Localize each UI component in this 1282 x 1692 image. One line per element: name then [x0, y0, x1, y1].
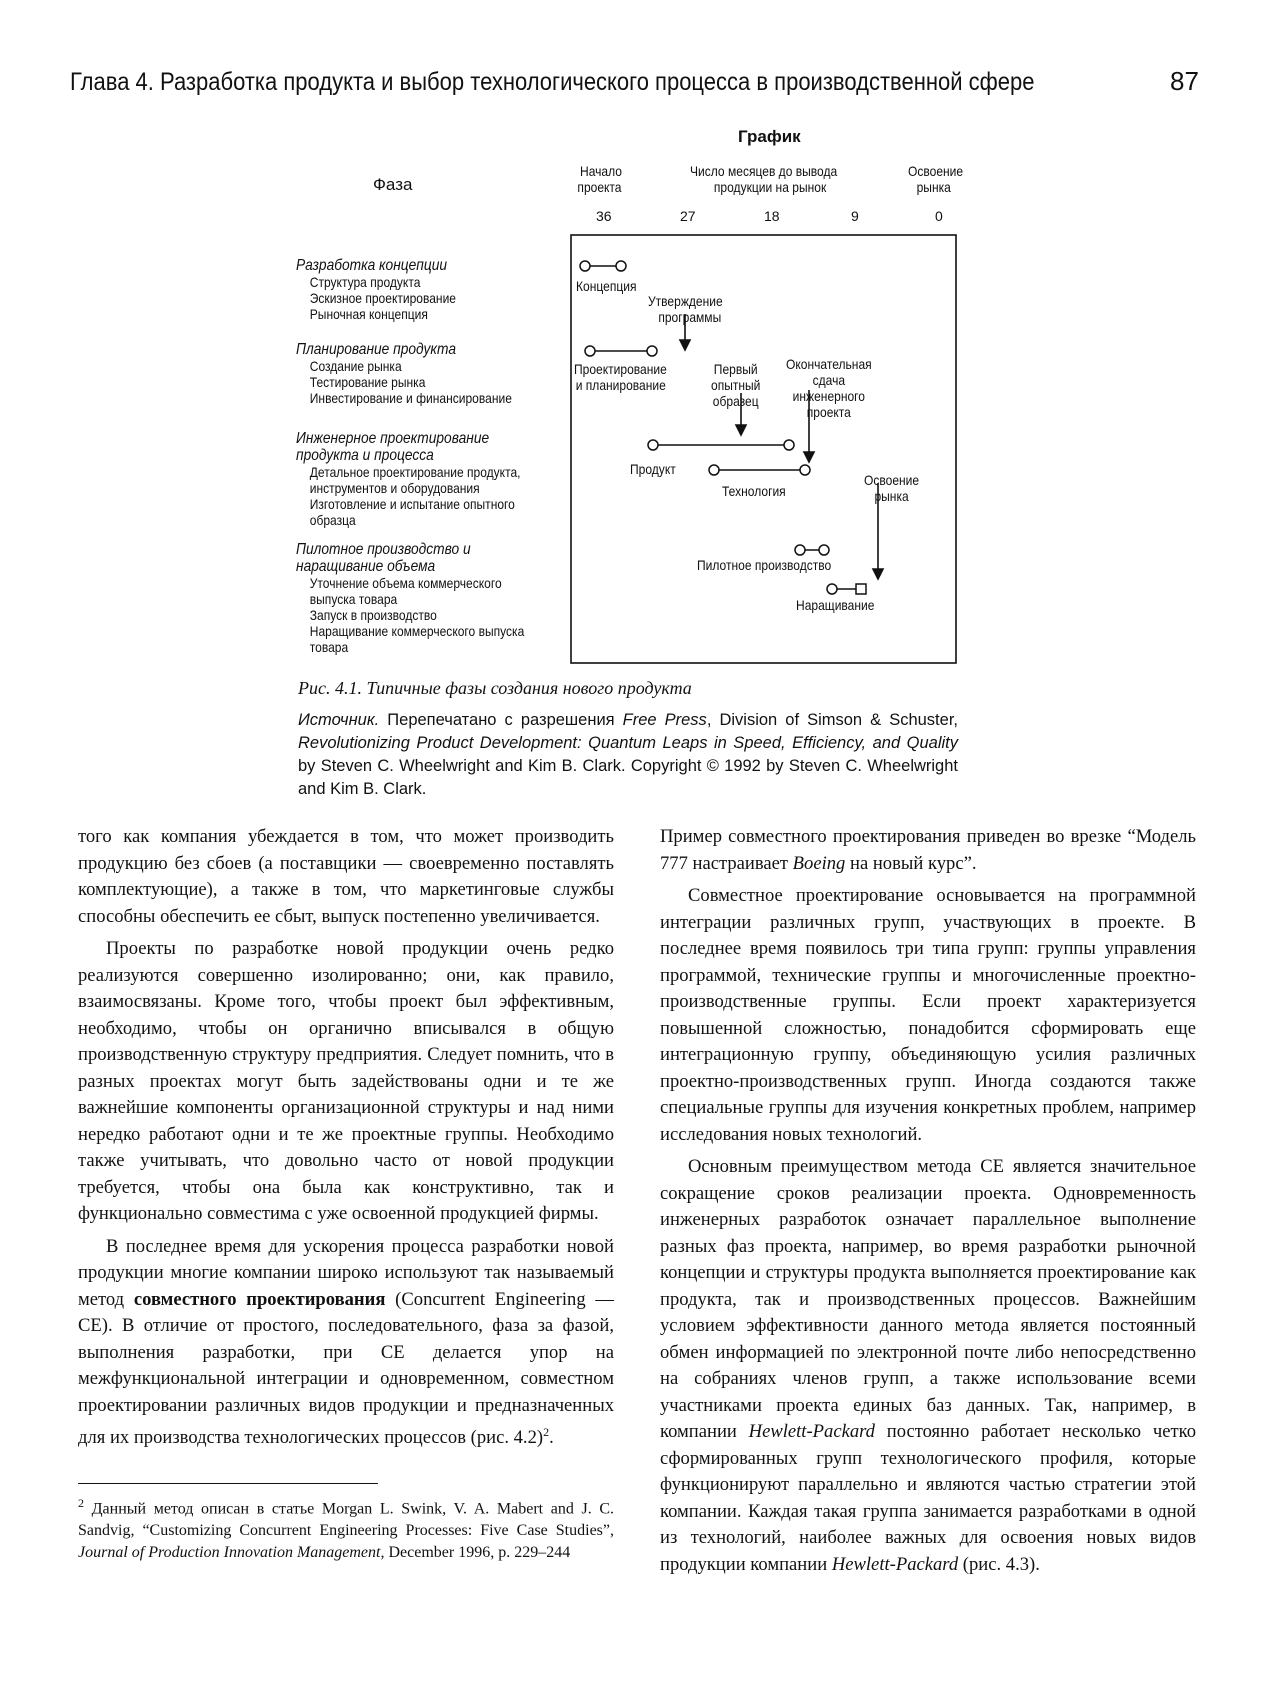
planning-start-node [585, 346, 595, 356]
right-paragraph-3: Основным преимуществом метода CE является значительное сокращение сроков реализации проекта. Одновременность инженерных разработок означает параллельное выполнение разных фаз проекта, например, во время разработки рыночной концепции и структуры продукта выполняется проектирование как продукта, так и производственных процессов. Важнейшим условием эффективности данного метода является постоянный обмен информацией по электронной почте либо непосредственно на собраниях членов групп, а также использование всеми участниками проекта единых баз данных. Так, например, в компании Hewlett-Packard постоянно работает несколько четко сформированных групп технологического профиля, которые функционируют параллельно и являются частью стратегии этой компании. Каждая такая группа занимается разработками в одной из технологий, наиболее важных для освоения новых видов продукции компании Hewlett-Packard (рис. 4.3). [660, 1156, 1196, 1575]
tick-0: 0 [935, 208, 943, 224]
months-header: Число месяцев до вывода продукции на рынок [690, 163, 838, 195]
left-paragraph-1: того как компания убеждается в том, что может производить продукцию без сбоев (а поставщики — своевременно поставлять комплектующие), а также в том, что маркетинговые службы способны обеспечить ее сбыт, выпуск постепенно увеличивается. [78, 826, 614, 927]
tick-18: 18 [764, 208, 780, 224]
label-concept: Концепция [576, 278, 637, 294]
timeline-frame [571, 235, 956, 663]
right-column [660, 824, 1196, 1584]
label-first-prototype: Первый опытный образец [711, 361, 761, 409]
ramp-end-node [856, 584, 866, 594]
label-technology: Технология [722, 483, 786, 499]
phase-engineering: Инженерное проектирование продукта и процесса Детальное проектирование продукта, инструментов и оборудования Изготовление и испытание опытного образца [296, 430, 521, 528]
ramp-start-node [827, 584, 837, 594]
page-number: 87 [1170, 66, 1199, 96]
concept-start-node [580, 261, 590, 271]
label-final-release: Окончательная сдача инженерного проекта [786, 356, 872, 420]
label-product: Продукт [630, 461, 676, 477]
label-program-approval: Утверждение программы [648, 293, 723, 325]
label-design-planning: Проектирование и планирование [574, 361, 667, 393]
timeline-chart [560, 230, 970, 670]
label-pilot: Пилотное производство [697, 557, 832, 573]
right-paragraph-1: Пример совместного проектирования приведен во врезке “Модель 777 настраивает Boeing на новый курс”. [660, 826, 1196, 874]
tick-9: 9 [851, 208, 859, 224]
left-paragraph-3: В последнее время для ускорения процесса разработки новой продукции многие компании широко используют так называемый метод совместного проектирования (Concurrent Engineering — CE). В отличие от простого, последовательного, фаза за фазой, выполнения разработки, при CE делается упор на межфункциональной интеграции и одновременном, совместном проектировании различных видов продукции и предназначенных для их производства технологических процессов (рис. 4.2)$^2$. [78, 1235, 614, 1449]
label-ramp-up: Наращивание [796, 597, 875, 613]
tick-36: 36 [596, 208, 612, 224]
figure-caption: Рис. 4.1. Типичные фазы создания нового продукта [298, 678, 692, 698]
product-end-node [784, 440, 794, 450]
figure-source: Источник. Перепечатано с разрешения Free Press, Division of Simson & Schuster, Revolutionizing Product Development: Quantum Leaps in Speed, Efficiency, and Quality by Steven C. Wheelwright and Kim B. Clark. Copyright © 1992 by Steven C. Wheelwright and Kim B. Clark. [298, 711, 958, 798]
left-column [78, 824, 614, 1458]
start-header: Начало проекта [577, 163, 622, 195]
left-paragraph-2: Проекты по разработке новой продукции очень редко реализуются совершенно изолированно; они, как правило, взаимосвязаны. Кроме того, чтобы проект был эффективным, необходимо, чтобы он органично вписывался в общую производственную структуру предприятия. Следует помнить, что в разных проектах могут быть задействованы одни и те же важнейшие компоненты организационной структуры и над ними нередко работают одни и те же проектные группы. Необходимо также учитывать, что довольно часто от новой продукции требуется, чтобы она была как конструктивно, так и функционально совместима с уже освоенной продукцией фирмы. [78, 938, 614, 1224]
phase-concept: Разработка концепции Структура продукта Эскизное проектирование Рыночная концепция [296, 257, 457, 322]
footnote-divider [78, 1483, 378, 1484]
concept-end-node [616, 261, 626, 271]
phase-column-header: Фаза [373, 175, 413, 194]
planning-end-node [647, 346, 657, 356]
footnote: $^2$ Данный метод описан в статье Morgan L. Swink, V. A. Mabert and J. C. Sandvig, “Customizing Concurrent Engineering Processes: Five Case Studies”, Journal of Production Innovation Management, December 1996, p. 229–244 [78, 1496, 614, 1562]
tick-27: 27 [680, 208, 696, 224]
pilot-end-node [819, 545, 829, 555]
technology-end-node [800, 465, 810, 475]
phase-pilot-production: Пилотное производство и наращивание объема Уточнение объема коммерческого выпуска товара Запуск в производство Наращивание коммерческого выпуска товара [296, 541, 525, 655]
market-header: Освоение рынка [908, 163, 964, 195]
schedule-title: График [738, 127, 801, 146]
phase-product-planning: Планирование продукта Создание рынка Тестирование рынка Инвестирование и финансирование [296, 341, 512, 406]
running-header-title: Глава 4. Разработка продукта и выбор технологического процесса в производственной сфере [70, 68, 1035, 96]
technology-start-node [709, 465, 719, 475]
label-market-launch: Освоение рынка [864, 472, 920, 504]
product-start-node [648, 440, 658, 450]
right-paragraph-2: Совместное проектирование основывается на программной интеграции различных групп, участвующих в проекте. В последнее время появилось три типа групп: группы управления программой, технические группы и многочисленные проектно-производственные группы. Если проект характеризуется повышенной сложностью, понадобится сформировать еще интеграционную группу, объединяющую усилия различных проектно-производственных групп. Иногда создаются также специальные группы для изучения конкретных проблем, например исследования новых технологий. [660, 885, 1196, 1145]
pilot-start-node [795, 545, 805, 555]
